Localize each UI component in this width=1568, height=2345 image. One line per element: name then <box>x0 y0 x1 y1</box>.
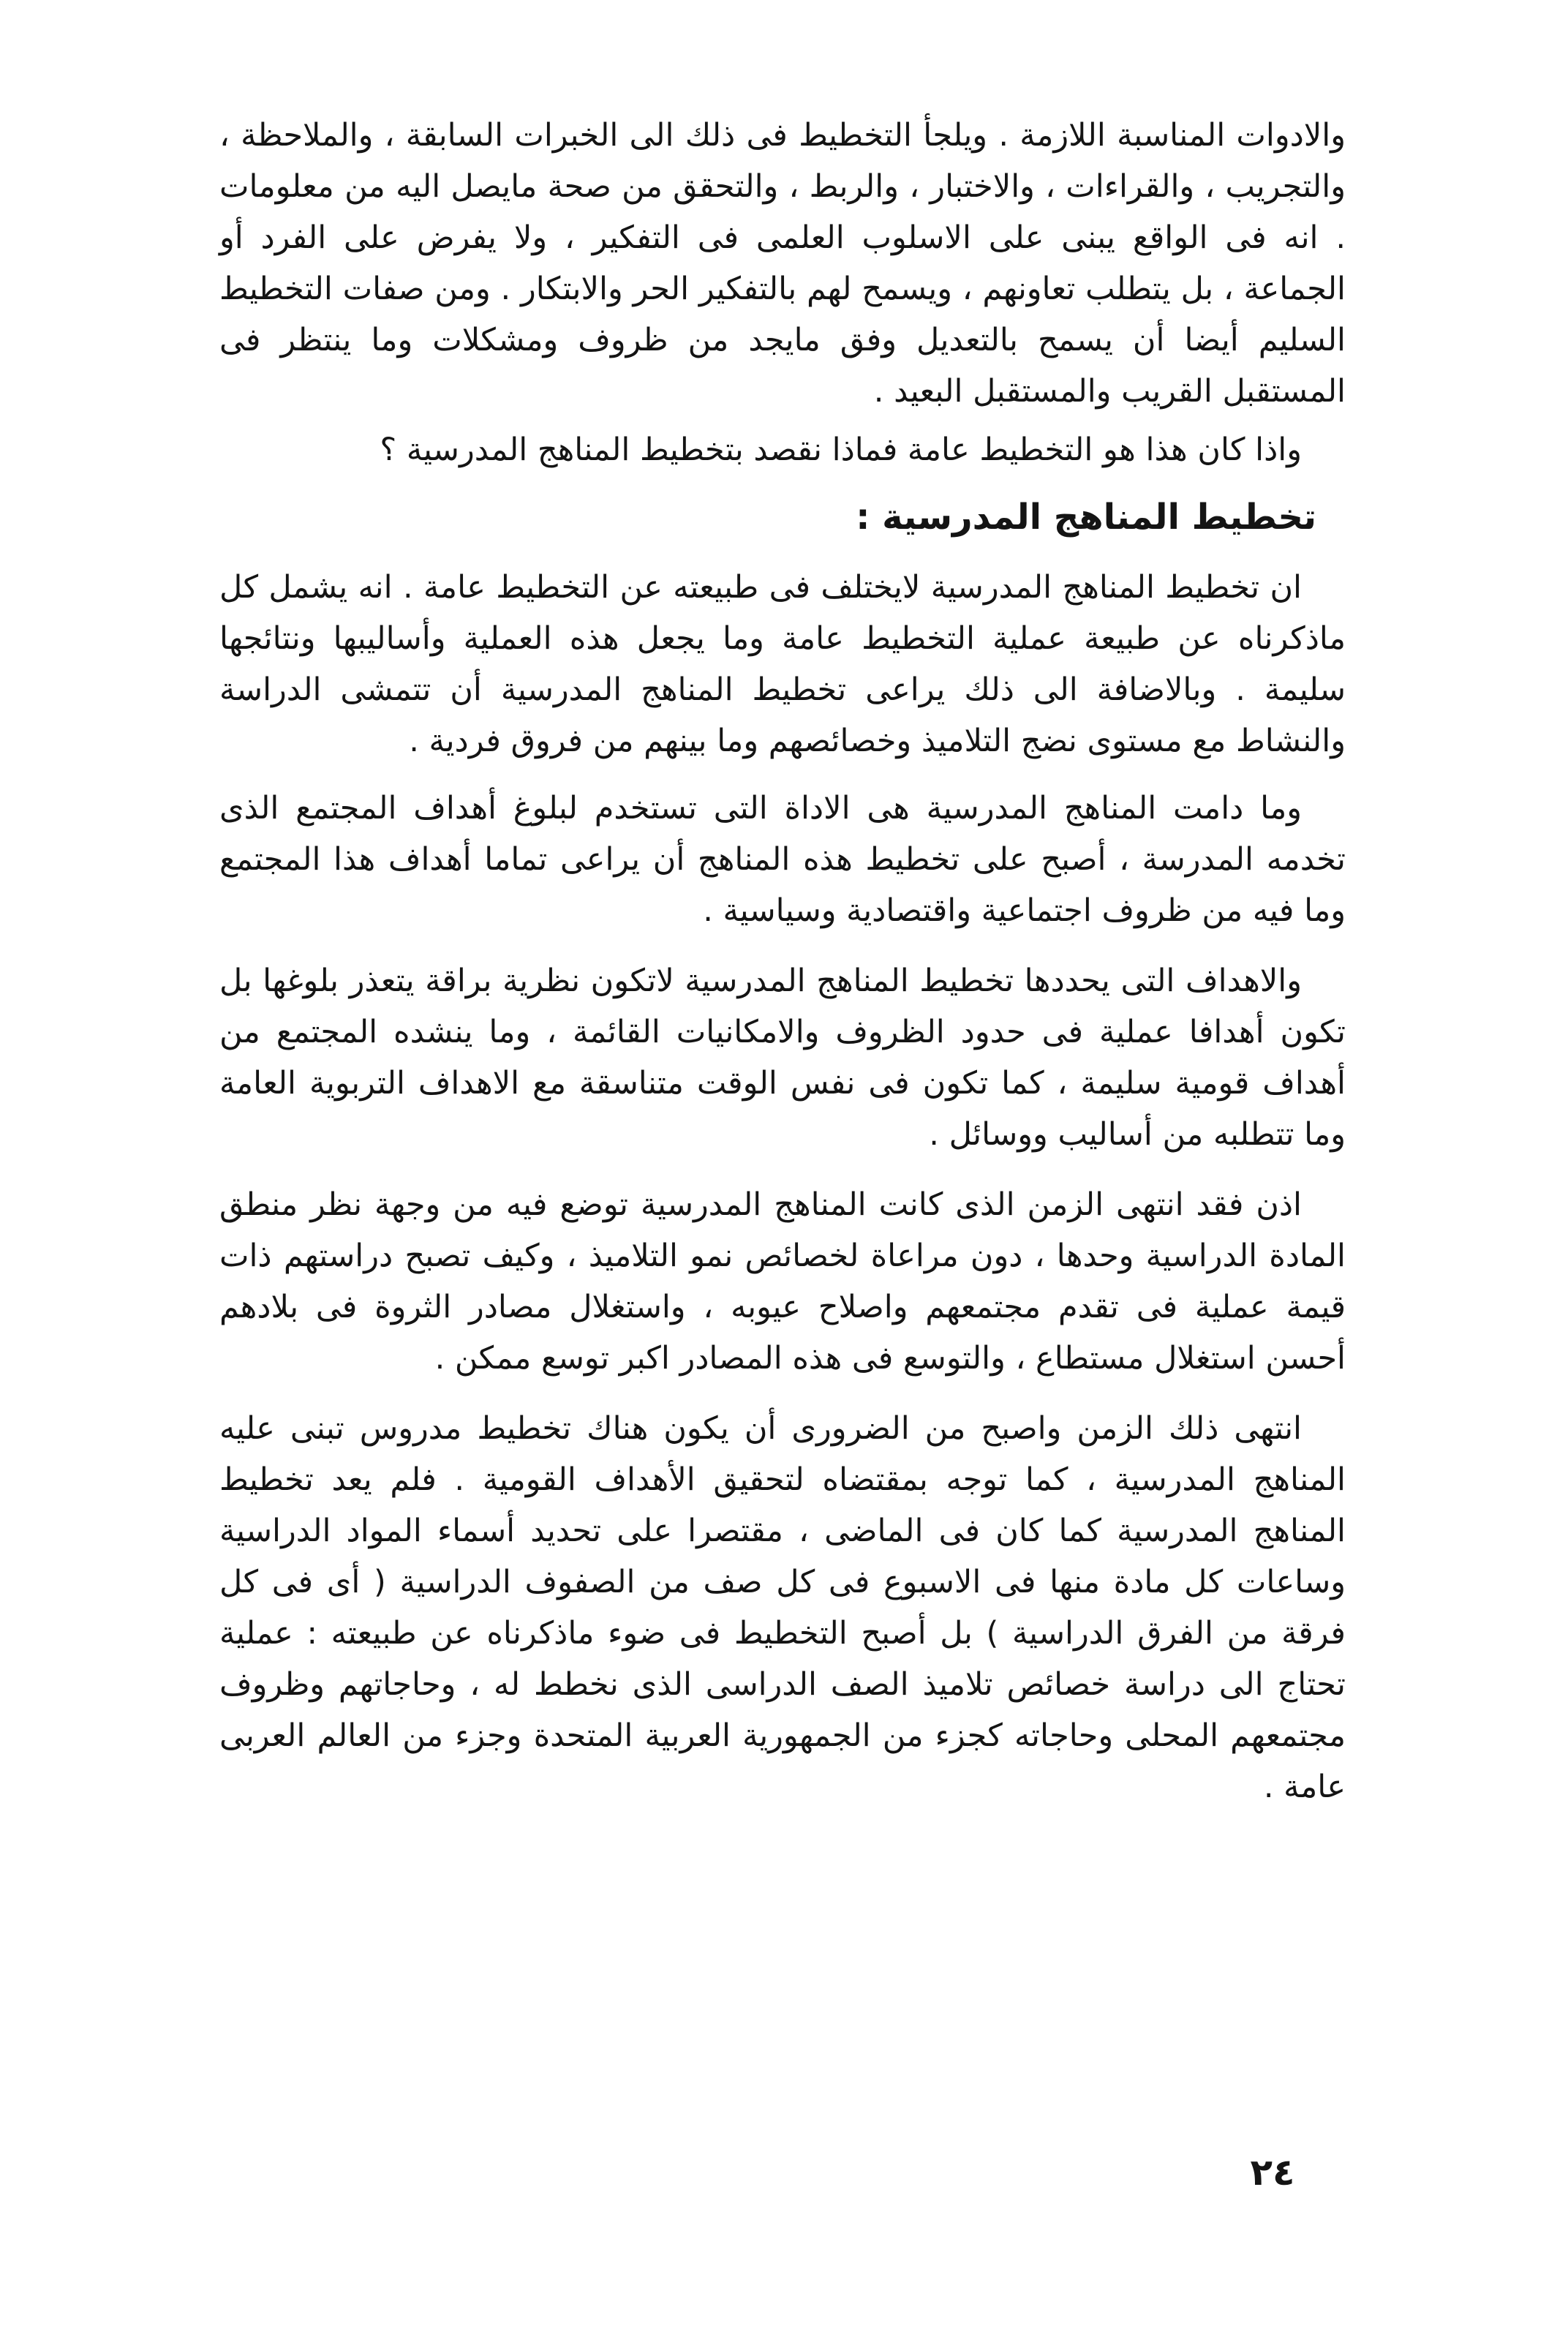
paragraph-continuation: والادوات المناسبة اللازمة . ويلجأ التخطيط فى ذلك الى الخبرات السابقة ، والملاحظة ، والتجريب ، والقراءات ، والاختبار ، والربط ، والتحقق من صحة مايصل اليه من معلومات . انه فى الواقع يبنى على الاسلوب العلمى فى التفكير ، ولا يفرض على الفرد أو الجماعة ، بل يتطلب تعاونهم ، ويسمح لهم بالتفكير الحر والابتكار . ومن صفات التخطيط السليم أيضا أن يسمح بالتعديل وفق مايجد من ظروف ومشكلات وما ينتظر فى المستقبل القريب والمستقبل البعيد . <box>219 117 1346 410</box>
paragraph-2: وما دامت المناهج المدرسية هى الاداة التى تستخدم لبلوغ أهداف المجتمع الذى تخدمه المدرسة ، أصبح على تخطيط هذه المناهج أن يراعى تماما أهداف هذا المجتمع وما فيه من ظروف اجتماعية واقتصادية وسياسية . <box>219 790 1346 929</box>
book-page <box>219 110 1346 2275</box>
paragraph-3: والاهداف التى يحددها تخطيط المناهج المدرسية لاتكون نظرية براقة يتعذر بلوغها بل تكون أهدافا عملية فى حدود الظروف والامكانيات القائمة ، وما ينشده المجتمع من أهداف قومية سليمة ، كما تكون فى نفس الوقت متناسقة مع الاهداف التربوية العامة وما تتطلبه من أساليب ووسائل . <box>219 963 1346 1153</box>
paragraph-5: انتهى ذلك الزمن واصبح من الضرورى أن يكون هناك تخطيط مدروس تبنى عليه المناهج المدرسية ، كما توجه بمقتضاه لتحقيق الأهداف القومية . فلم يعد تخطيط المناهج المدرسية كما كان فى الماضى ، مقتصرا على تحديد أسماء المواد الدراسية وساعات كل مادة منها فى الاسبوع فى كل صف من الصفوف الدراسية ( أى فى كل فرقة من الفرق الدراسية ) بل أصبح التخطيط فى ضوء ماذكرناه عن طبيعته : عملية تحتاج الى دراسة خصائص تلاميذ الصف الدراسى الذى نخطط له ، وحاجاتهم وظروف مجتمعهم المحلى وحاجاته كجزء من الجمهورية العربية المتحدة وجزء من العالم العربى عامة . <box>219 1410 1346 1805</box>
paragraph-4: اذن فقد انتهى الزمن الذى كانت المناهج المدرسية توضع فيه من وجهة نظر منطق المادة الدراسية وحدها ، دون مراعاة لخصائص نمو التلاميذ ، وكيف تصبح دراستهم ذات قيمة عملية فى تقدم مجتمعهم واصلاح عيوبه ، واستغلال مصادر الثروة فى بلادهم أحسن استغلال مستطاع ، والتوسع فى هذه المصادر اكبر توسع ممكن . <box>219 1186 1346 1377</box>
paragraph-question: واذا كان هذا هو التخطيط عامة فماذا نقصد بتخطيط المناهج المدرسية ؟ <box>380 432 1302 468</box>
page-number: ٢٤ <box>1250 2151 1295 2194</box>
section-heading: تخطيط المناهج المدرسية : <box>856 497 1316 538</box>
paragraph-1: ان تخطيط المناهج المدرسية لايختلف فى طبيعته عن التخطيط عامة . انه يشمل كل ماذكرناه عن طبيعة عملية التخطيط عامة وما يجعل هذه العملية وأساليبها ونتائجها سليمة . وبالاضافة الى ذلك يراعى تخطيط المناهج المدرسية أن تتمشى الدراسة والنشاط مع مستوى نضج التلاميذ وخصائصهم وما بينهم من فروق فردية . <box>219 569 1346 759</box>
